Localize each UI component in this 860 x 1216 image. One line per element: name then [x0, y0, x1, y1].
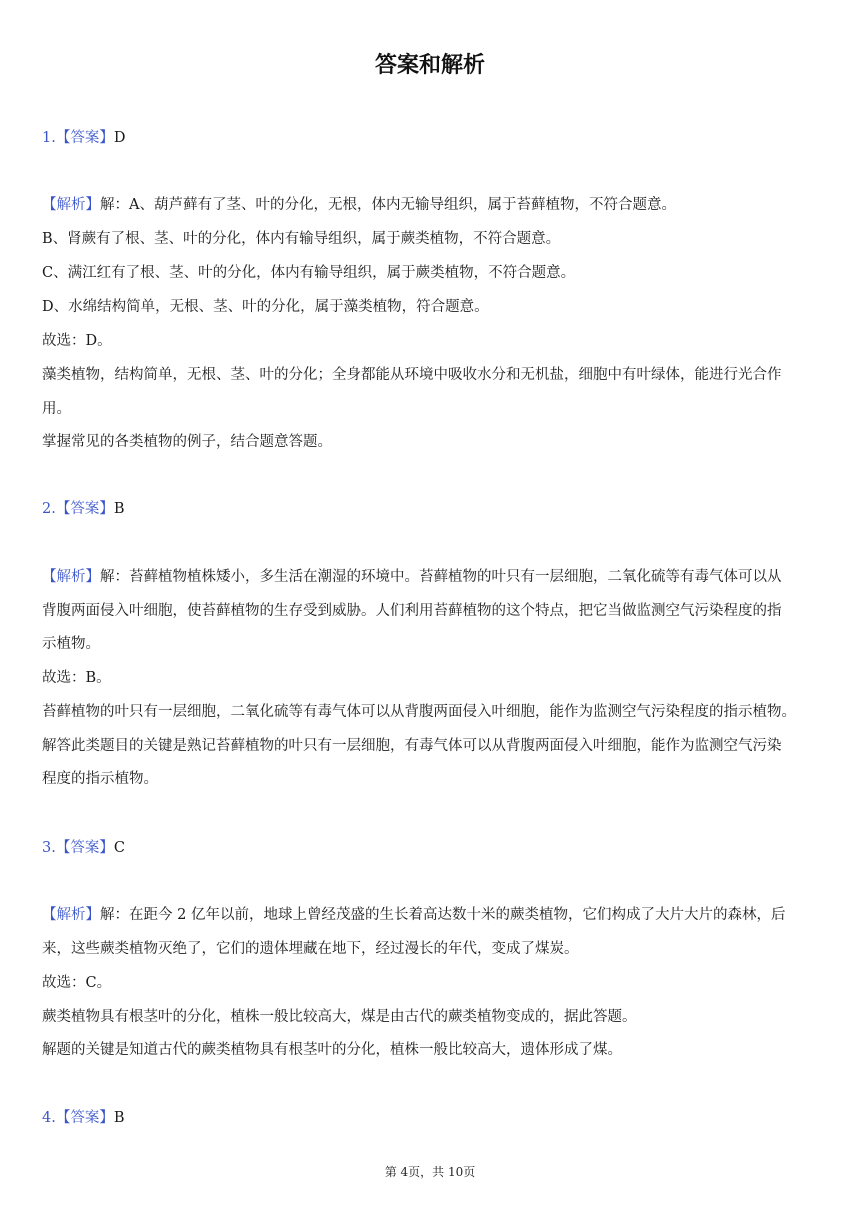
page-footer: 第 4页，共 10页 — [384, 1165, 476, 1179]
question-number: 1. — [42, 130, 56, 146]
answer-label: 【答案】 — [55, 840, 114, 856]
paragraph-line: 解答此类题目的关键是熟记苔藓植物的叶只有一层细胞，有毒气体可以从背腹两面侵入叶细胞，能作为监测空气污染 — [42, 738, 782, 754]
answer-label: 【答案】 — [55, 501, 114, 517]
page-title: 答案和解析 — [374, 53, 485, 78]
answer-value: D — [113, 130, 126, 146]
analysis-line-q2 — [42, 567, 822, 587]
answer-line-q4 — [42, 1108, 822, 1128]
answer-value: B — [113, 1110, 125, 1126]
question-number: 3. — [42, 840, 56, 856]
analysis-line-q1 — [42, 195, 822, 215]
paragraph-line: 故选：B。 — [42, 670, 111, 686]
paragraph-line: 掌握常见的各类植物的例子，结合题意答题。 — [42, 434, 332, 450]
paragraph-line: 示植物。 — [42, 636, 100, 652]
paragraph-line: 藻类植物，结构简单，无根、茎、叶的分化；全身都能从环境中吸收水分和无机盐，细胞中有叶绿体，能进行光合作 — [42, 367, 782, 383]
paragraph-line: B、肾蕨有了根、茎、叶的分化，体内有输导组织，属于蕨类植物，不符合题意。 — [42, 231, 561, 247]
answer-label: 【答案】 — [55, 1110, 114, 1126]
answer-value: B — [113, 501, 125, 517]
question-number: 4. — [42, 1110, 56, 1126]
answer-line-q1 — [42, 128, 822, 148]
paragraph-line: 来，这些蕨类植物灭绝了，它们的遗体埋藏在地下，经过漫长的年代，变成了煤炭。 — [42, 941, 579, 957]
analysis-line-q3 — [42, 905, 822, 925]
analysis-text: 解：苔藓植物植株矮小，多生活在潮湿的环境中。苔藓植物的叶只有一层细胞，二氧化硫等有毒气体可以从 — [100, 569, 782, 585]
paragraph-line: 故选：C。 — [42, 975, 112, 991]
paragraph-line: 背腹两面侵入叶细胞，使苔藓植物的生存受到威胁。人们利用苔藓植物的这个特点，把它当做监测空气污染程度的指 — [42, 603, 782, 619]
paragraph-line: 用。 — [42, 401, 71, 417]
analysis-text: 解：在距今 2 亿年以前，地球上曾经茂盛的生长着高达数十米的蕨类植物，它们构成了大片大片的森林，后 — [100, 907, 786, 923]
paragraph-line: 程度的指示植物。 — [42, 771, 158, 787]
answer-value: C — [113, 840, 125, 856]
analysis-label: 【解析】 — [42, 907, 100, 923]
paragraph-line: 苔藓植物的叶只有一层细胞，二氧化硫等有毒气体可以从背腹两面侵入叶细胞，能作为监测空气污染程度的指示植物。 — [42, 704, 796, 720]
paragraph-line: 蕨类植物具有根茎叶的分化，植株一般比较高大，煤是由古代的蕨类植物变成的，据此答题。 — [42, 1009, 637, 1025]
paragraph-line: 故选：D。 — [42, 333, 112, 349]
answer-line-q2 — [42, 499, 822, 519]
paragraph-line: D、水绵结构简单，无根、茎、叶的分化，属于藻类植物，符合题意。 — [42, 299, 489, 315]
analysis-label: 【解析】 — [42, 197, 100, 213]
analysis-label: 【解析】 — [42, 569, 100, 585]
question-number: 2. — [42, 501, 56, 517]
analysis-text: 解：A、葫芦藓有了茎、叶的分化，无根，体内无输导组织，属于苔藓植物，不符合题意。 — [100, 197, 676, 213]
answer-line-q3 — [42, 838, 822, 858]
paragraph-line: C、满江红有了根、茎、叶的分化，体内有输导组织，属于蕨类植物，不符合题意。 — [42, 265, 576, 281]
answer-label: 【答案】 — [55, 130, 114, 146]
paragraph-line: 解题的关键是知道古代的蕨类植物具有根茎叶的分化，植株一般比较高大，遗体形成了煤。 — [42, 1042, 622, 1058]
